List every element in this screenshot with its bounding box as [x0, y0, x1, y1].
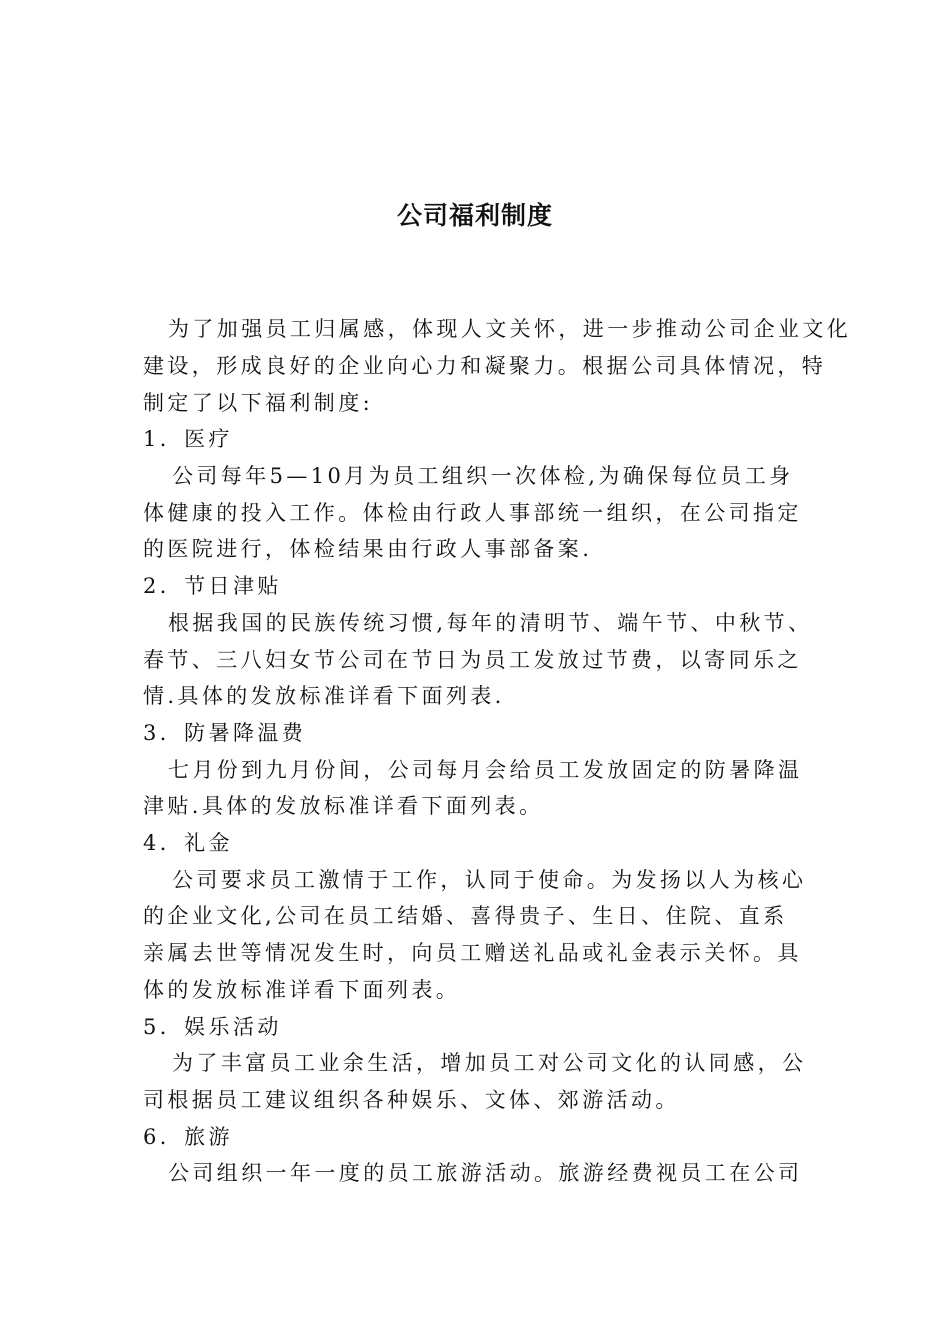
section-heading-holiday: 2．节日津贴	[143, 574, 282, 598]
section-heading-entertainment: 5．娱乐活动	[143, 1015, 282, 1039]
document-title: 公司福利制度	[396, 201, 553, 230]
section-medical-line-3: 的医院进行，体检结果由行政人事部备案.	[143, 537, 593, 561]
section-gift-line-2: 的企业文化,公司在员工结婚、喜得贵子、生日、住院、直系	[143, 904, 788, 928]
section-heading-gift: 4．礼金	[143, 831, 233, 855]
section-holiday-line-1: 根据我国的民族传统习惯,每年的清明节、端午节、中秋节、	[168, 611, 813, 635]
section-heading-medical: 1．医疗	[143, 427, 233, 451]
section-heading-travel: 6．旅游	[143, 1125, 233, 1149]
section-medical-line-2: 体健康的投入工作。体检由行政人事部统一组织，在公司指定	[143, 501, 802, 525]
section-cooling-line-1: 七月份到九月份间，公司每月会给员工发放固定的防暑降温	[168, 758, 803, 782]
section-gift-line-4: 体的发放标准详看下面列表。	[143, 978, 461, 1002]
section-holiday-line-3: 情.具体的发放标准详看下面列表.	[143, 684, 505, 708]
section-holiday-line-2: 春节、三八妇女节公司在节日为员工发放过节费，以寄同乐之	[143, 648, 802, 672]
section-medical-line-1: 公司每年5—10月为员工组织一次体检,为确保每位员工身	[172, 464, 794, 488]
section-travel-line-1: 公司组织一年一度的员工旅游活动。旅游经费视员工在公司	[168, 1161, 803, 1185]
section-gift-line-1: 公司要求员工激情于工作，认同于使命。为发扬以人为核心	[172, 868, 807, 892]
section-entertainment-line-1: 为了丰富员工业余生活，增加员工对公司文化的认同感，公	[172, 1051, 807, 1075]
section-heading-cooling: 3．防暑降温费	[143, 721, 307, 745]
intro-line-1: 为了加强员工归属感，体现人文关怀，进一步推动公司企业文化	[168, 317, 852, 341]
section-entertainment-line-2: 司根据员工建议组织各种娱乐、文体、郊游活动。	[143, 1088, 680, 1112]
section-gift-line-3: 亲属去世等情况发生时，向员工赠送礼品或礼金表示关怀。具	[143, 941, 802, 965]
intro-line-2: 建设，形成良好的企业向心力和凝聚力。根据公司具体情况，特	[143, 354, 827, 378]
section-cooling-line-2: 津贴.具体的发放标准详看下面列表。	[143, 794, 544, 818]
intro-line-3: 制定了以下福利制度:	[143, 391, 374, 415]
